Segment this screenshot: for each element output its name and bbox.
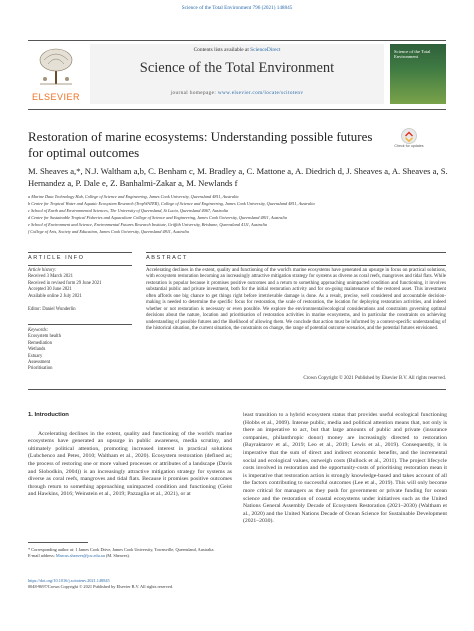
journal-info-box — [90, 44, 384, 104]
author-list: M. Sheaves a,*, N.J. Waltham a,b, C. Benham c, M. Bradley a, C. Mattone a, A. Diedrich d, J. Sheaves a, A. Sheaves a, S. Hernandez a, P. Dale e, Z. Banhalmi-Zakar a, M. Newlands f — [28, 166, 448, 188]
doi-link[interactable]: https://doi.org/10.1016/j.scitotenv.2021.148845 — [28, 578, 110, 583]
keywords-block — [28, 328, 128, 373]
journal-title: Science of the Total Environment — [139, 60, 335, 76]
keyword-item: Prioritisation — [28, 366, 53, 372]
body-right-column — [243, 412, 447, 526]
affiliation-item: c School of Earth and Environmental Sciences, The University of Queensland, St Lucia, Queensland 4067, Australia — [28, 208, 229, 213]
body-paragraph: Accelerating declines in the extent, quality and functioning of the world's marine ecosystems have generated an upsurge in public awareness, media scrutiny, and ultimately political attention, promoting increased interest in practical solutions (Lubchenco and Petes, 2010; Waltham et al., 2020). Ecosystem restoration (defined as; the process of restoring one or more valued processes or attributes of a landscape (Davis and Slobodkin, 2004)) is an increasingly attractive mitigation strategy for systems as diverse as coral reefs, mangroves and tidal flats. Because it promises positive outcomes through return to something approaching unimpacted condition and functioning (Geist and Hawkins, 2016; Weinstein et al., 2019; Pazzaglia et al., 2021), or at — [28, 430, 232, 498]
affiliations — [28, 193, 448, 235]
keyword-item: Remediation — [28, 340, 52, 346]
introduction-heading: 1. Introduction — [28, 412, 69, 418]
journal-reference[interactable]: Science of the Total Environment 796 (2021) 148845 — [181, 5, 293, 11]
homepage-prefix: journal homepage: — [170, 90, 218, 96]
crossmark-label: Check for updates — [394, 144, 424, 148]
body-left-column — [28, 412, 232, 499]
affiliation-item: f College of Arts, Society and Education, James Cook University, Queensland 4811, Australia — [28, 229, 189, 234]
history-revised: Received in revised form 29 June 2021 — [28, 280, 102, 286]
body-paragraph: least transition to a hybrid ecosystem status that provides useful ecological functioning (Hobbs et al., 2009). Intense public, media and political attention means that, not only is there an imperative to act, but that large amounts of public and private (insurance companies, philanthropic donor) money are increasingly directed to restoration (Bayraktarov et al., 2019; Leo et al., 2019; Lewis et al., 2019). Consequently, it is imperative that the sum of direct and indirect economic benefits, and the incremental social and ecological values, outweigh costs (Bullock et al., 2011). The project lifecycle costs involved in restoration and the opportunity-costs of prioritising restoration mean it is imperative that restoration action is strongly knowledge-based and takes account of all the factors contributing to successful outcomes (Lee et al., 2019). This will only become more critical for managers as they push for government or private funding for ocean science and the restoration of coastal ecosystems under initiatives such as the United Nations General Assembly Decade of Ecosystem Restoration (2021–2030) (Waltham et al., 2020) and the United Nations Decade of Ocean Science for Sustainable Development (2021–2030). — [243, 412, 447, 525]
article-info-subrule — [28, 265, 132, 266]
footnote — [28, 547, 233, 559]
article-history — [28, 268, 128, 300]
history-available: Available online 2 July 2021 — [28, 293, 82, 299]
affiliation-item: e School of Environment and Science, Environmental Futures Research Institute, Griffith University, Brisbane, Queensland 4111, Australia — [28, 222, 267, 227]
journal-cover-thumbnail[interactable] — [390, 44, 446, 104]
cover-title: Science of the Total Environment — [394, 49, 431, 60]
elsevier-wordmark: ELSEVIER — [31, 92, 81, 102]
email-suffix: (M. Sheaves). — [104, 553, 130, 559]
keyword-item: Ecosystem health — [28, 334, 61, 340]
crossmark-icon — [401, 128, 417, 144]
keywords-rule — [28, 324, 132, 325]
email-prefix: E-mail address: — [28, 553, 56, 559]
issn-line: 0048-9697/Crown Copyright © 2021 Published by Elsevier B.V. All rights reserved. — [28, 584, 174, 590]
body-rule — [28, 389, 446, 390]
corresponding-author-note: * Corresponding author at: 1 James Cook Drive, James Cook University, Townsville, Queensland, Australia. — [28, 547, 215, 552]
contents-prefix: Contents lists available at — [193, 47, 251, 53]
elsevier-tree-icon — [34, 46, 78, 86]
journal-header — [28, 44, 446, 104]
header-bottom-rule — [28, 109, 446, 110]
keyword-item: Wetlands — [28, 347, 46, 353]
keyword-item: Estuary — [28, 353, 43, 359]
homepage-link[interactable]: www.elsevier.com/locate/scitotenv — [217, 90, 304, 96]
history-label: Article history: — [28, 268, 57, 273]
abstract-rule — [146, 252, 446, 253]
history-accepted: Accepted 30 June 2021 — [28, 287, 72, 293]
email-line — [28, 553, 233, 559]
article-title: Restoration of marine ecosystems: Understanding possible futures for optimal outcomes — [28, 129, 373, 160]
sciencedirect-link[interactable]: ScienceDirect — [250, 47, 281, 53]
email-link[interactable]: Marcus.sheaves@jcu.edu.au — [55, 553, 105, 559]
elsevier-logo — [28, 44, 84, 102]
footnote-rule — [28, 542, 88, 543]
abstract-copyright: Crown Copyright © 2021 Published by Elsevier B.V. All rights reserved. — [303, 376, 446, 381]
affiliation-item: a Marine Data Technology Hub, College of Science and Engineering, James Cook University, Queensland 4811, Australia — [28, 194, 239, 199]
editor-line: Editor: Daniel Wunderlin — [28, 307, 76, 312]
abstract-subrule — [146, 265, 446, 266]
article-info-rule — [28, 252, 132, 253]
article-info-heading: ARTICLE INFO — [28, 255, 85, 261]
crossmark-badge[interactable] — [394, 128, 424, 154]
contents-line — [90, 47, 384, 53]
keyword-item: Assessment — [28, 360, 51, 366]
journal-homepage — [90, 90, 384, 96]
history-received: Received 3 March 2021 — [28, 274, 73, 280]
affiliation-item: d Centre for Sustainable Tropical Fisheries and Aquaculture College of Science and Engineering, James Cook University, Queensland 4811, Australia — [28, 215, 287, 220]
affiliation-item: b Centre for Tropical Water and Aquatic Ecosystem Research (TropWATER), College of Science and Engineering, James Cook University, Queensland 4811, Australia — [28, 201, 315, 206]
abstract-text: Accelerating declines in the extent, quality and functioning of the world's marine ecosystems have generated an upsurge in focus on practical solutions, with ecosystem restoration becoming an increasingly attractive mitigation strategy for systems as diverse as coral reefs, mangroves and tidal flats. While restoration is popular because it promises positive outcomes and a return to something approaching unimpacted condition and functioning, it involves substantial public and private investment, both for the initial restoration activity and for on-going maintenance of the restored asset. This investment often affords one big chance to get things right before irretrievable damage is done. As a result, precise, well considered and accountable decision-making is needed to determine the specific focus for restoration, the scale of restoration, the location for deploying restoration activities, and indeed whether or not restoration is necessary or even possible. We explore the environmental/ecological considerations and constraints governing optimal decisions about the nature, location and prioritisation of restoration activities in marine ecosystems, and in particular the constraints on achieving understanding of possible futures and the likelihood of allowing them. We conclude that action must be informed by a context-specific understanding of the historical situation, the current situation, the constraints on change, the range of potential outcome scenarios, and the potential futures envisioned. — [146, 268, 446, 332]
keywords-label: Keywords: — [28, 328, 49, 333]
abstract-heading: ABSTRACT — [146, 255, 188, 261]
header-top-rule — [28, 40, 446, 41]
doi-block — [28, 578, 328, 590]
